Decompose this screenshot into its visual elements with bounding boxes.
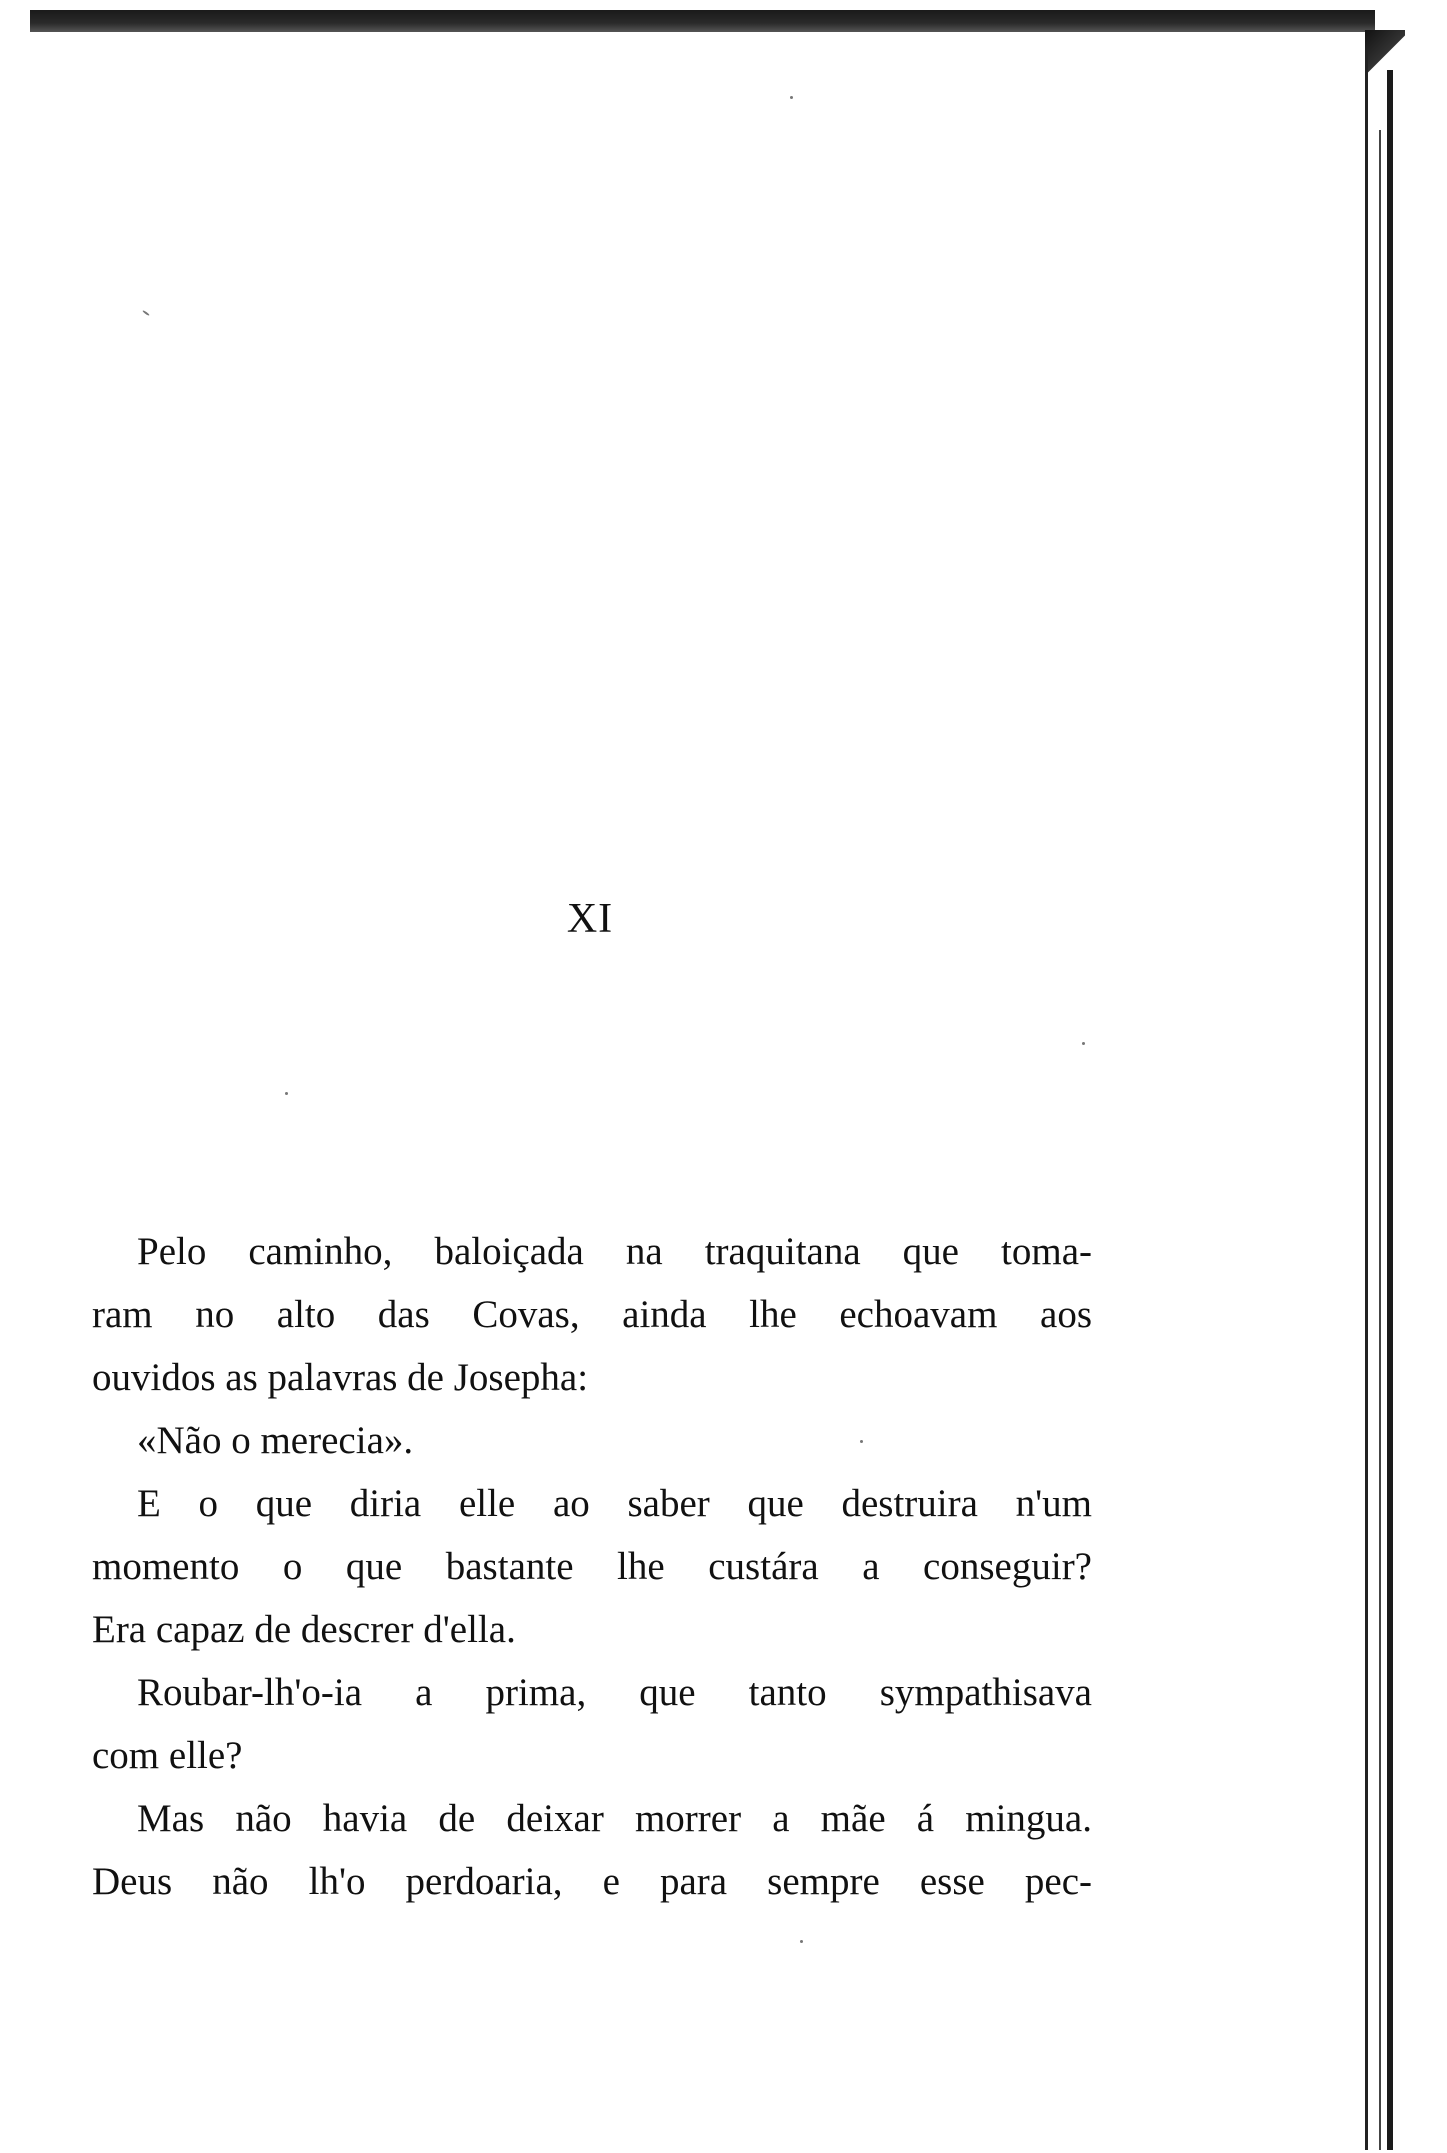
paper-speck <box>790 96 793 99</box>
text-line: Era capaz de descrer d'ella. <box>92 1608 516 1651</box>
text-line: ram no alto das Covas, ainda lhe echoavam aos <box>92 1293 1092 1336</box>
chapter-number: XI <box>566 896 614 942</box>
text-line: momento o que bastante lhe custára a conseguir? <box>92 1545 1092 1588</box>
binding-line <box>1365 50 1368 2150</box>
binding-line <box>1387 70 1393 2150</box>
binding-line <box>1379 130 1381 2150</box>
text-line: Deus não lh'o perdoaria, e para sempre esse pec- <box>92 1860 1092 1903</box>
text-line: E o que diria elle ao saber que destruira n'um <box>137 1482 1092 1525</box>
text-line: Roubar-lh'o-ia a prima, que tanto sympathisava <box>137 1671 1092 1714</box>
chapter-body <box>92 1220 1092 1913</box>
binding-corner-shadow <box>1365 30 1405 80</box>
paper-speck <box>285 1092 288 1095</box>
page-binding-edge <box>1365 30 1447 2153</box>
text-line: com elle? <box>92 1734 243 1777</box>
paper-speck <box>800 1940 803 1943</box>
text-line: Mas não havia de deixar morrer a mãe á mingua. <box>137 1797 1092 1840</box>
paper-speck <box>1082 1042 1085 1045</box>
text-line: Pelo caminho, baloiçada na traquitana que toma- <box>137 1230 1092 1273</box>
text-line: «Não o merecia». <box>137 1419 414 1462</box>
paper-speck <box>142 310 150 316</box>
page-top-shadow <box>30 10 1375 32</box>
text-line: ouvidos as palavras de Josepha: <box>92 1356 589 1399</box>
